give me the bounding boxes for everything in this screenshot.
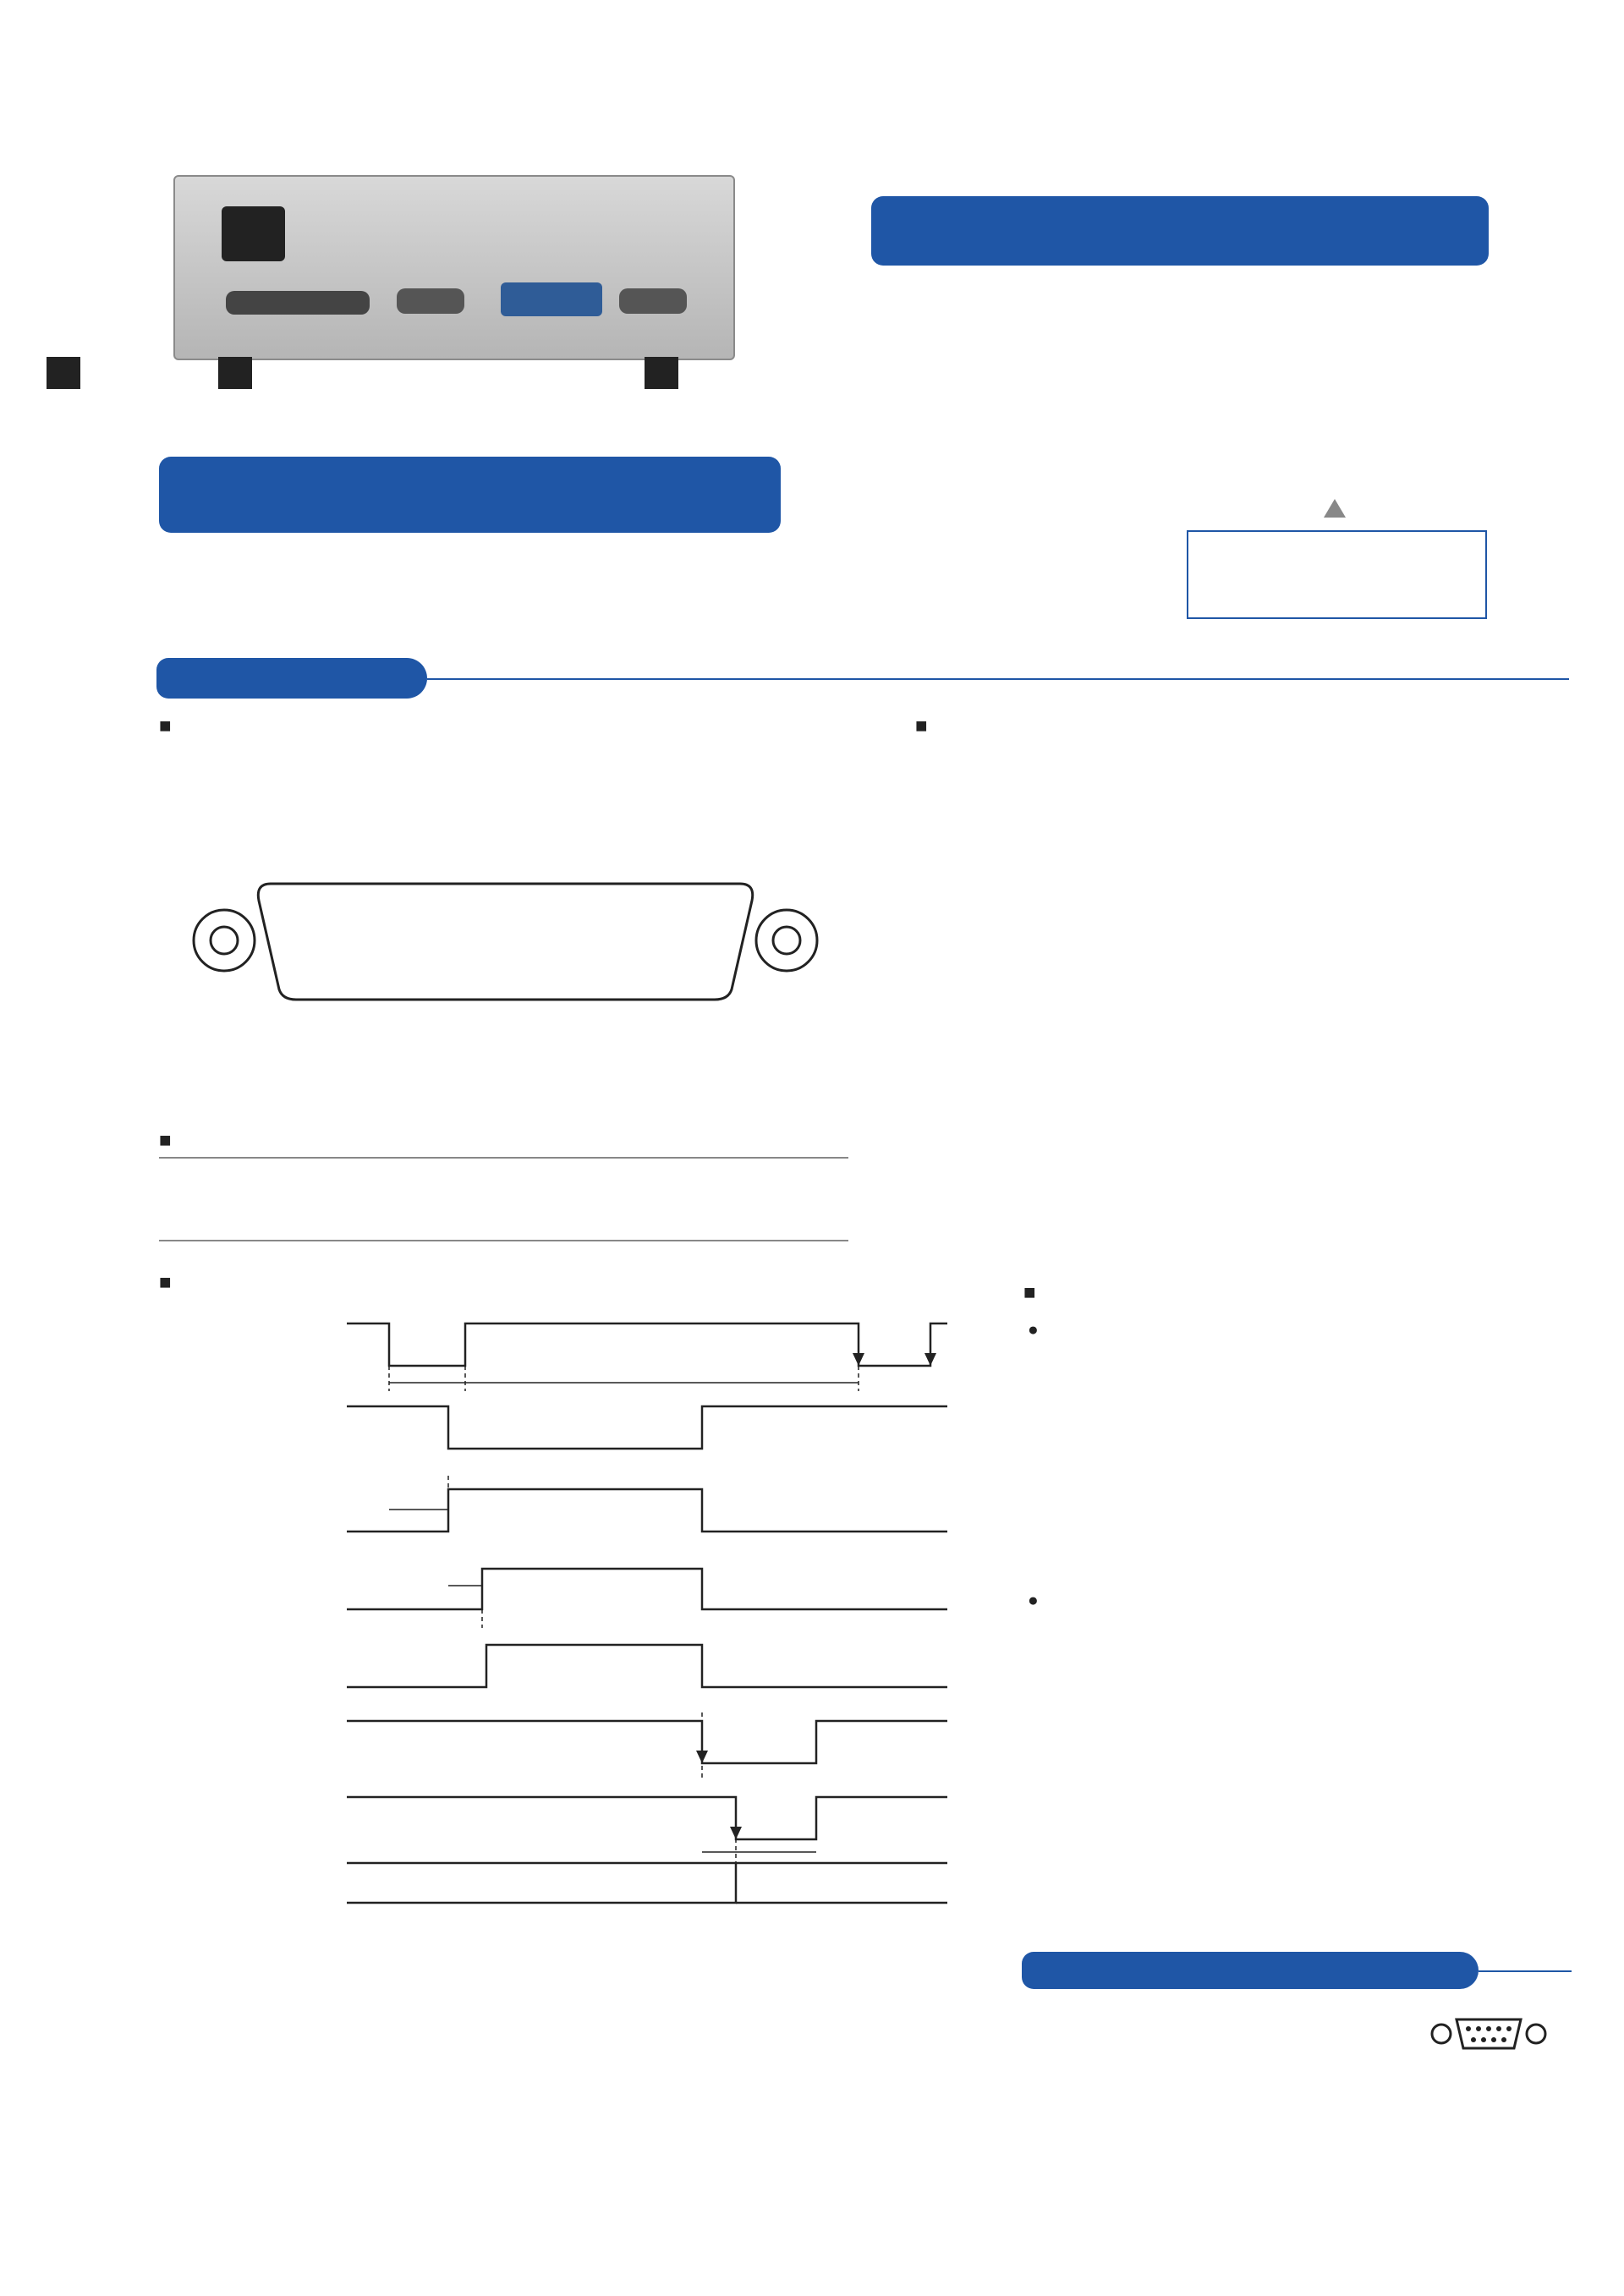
timing-title	[159, 1269, 182, 1296]
printing-callout	[1187, 530, 1487, 619]
dsub37-connector-diagram	[190, 871, 820, 1011]
screw-icon	[756, 910, 817, 971]
banner-rule	[1479, 1970, 1572, 1972]
guide-line	[389, 1366, 859, 1391]
banner-rule	[427, 678, 1569, 680]
measure-processing-waveform	[347, 1645, 947, 1687]
contact-improver-waveform	[347, 1406, 947, 1449]
requirement-banner	[1022, 1952, 1479, 1989]
electrical-title	[915, 712, 938, 739]
screw-icon	[211, 927, 238, 954]
dsub-shell	[258, 884, 752, 1000]
data-storage-banner	[159, 457, 781, 533]
arrow-down-icon	[730, 1827, 742, 1839]
eom-waveform	[347, 1797, 947, 1839]
db9-connector-icon	[1429, 2013, 1548, 2055]
device-foot	[218, 357, 252, 389]
pointer-up-icon	[1324, 499, 1346, 518]
judgment-waveform	[347, 1863, 947, 1903]
arrow-down-icon	[853, 1353, 864, 1366]
device-foot	[47, 357, 80, 389]
gpib-port	[501, 282, 602, 316]
t2-t3-dimension	[389, 1510, 482, 1586]
index-waveform	[347, 1721, 947, 1763]
auto-memory-banner	[871, 196, 1489, 266]
arrow-down-icon	[924, 1353, 936, 1366]
output-signals-title: ●	[1028, 1590, 1039, 1610]
ext-io-port	[226, 291, 370, 315]
device-foot	[645, 357, 678, 389]
input-signals-title: ●	[1028, 1319, 1039, 1340]
set-monitor-port	[397, 288, 464, 314]
device-rear-panel-image	[173, 175, 735, 360]
measurement-current-waveform	[347, 1489, 947, 1532]
rule	[159, 1157, 848, 1159]
pin-layout-title	[159, 712, 182, 739]
screw-icon	[194, 910, 255, 971]
rule	[159, 1240, 848, 1241]
arrow-down-icon	[696, 1751, 708, 1763]
signal-list-title	[1023, 1279, 1046, 1306]
contact-check-waveform	[347, 1569, 947, 1609]
rs232c-port	[619, 288, 687, 314]
connector-title	[159, 1126, 182, 1153]
external-output-banner	[156, 658, 427, 699]
screw-icon	[773, 927, 800, 954]
timing-diagram	[338, 1307, 947, 1949]
power-inlet	[222, 206, 285, 261]
